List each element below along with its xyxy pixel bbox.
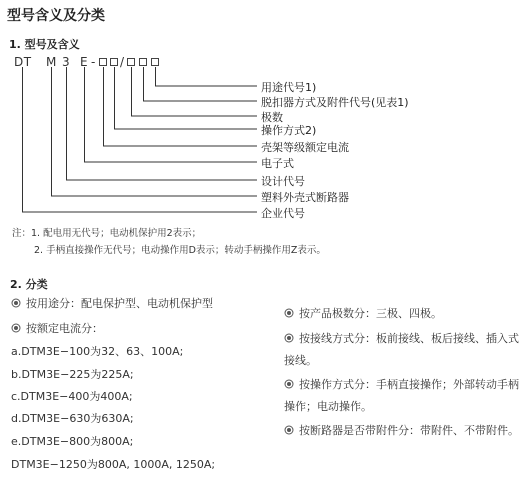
bullet-icon	[11, 298, 21, 308]
current-item-c: c.DTM3E−400为400A;	[11, 390, 133, 403]
note-1: 注：1. 配电用无代号；电动机保护用2表示；	[12, 228, 202, 239]
connector-line-4	[115, 67, 258, 129]
bullet-icon	[284, 308, 294, 318]
class-by-usage	[11, 295, 213, 311]
label-enterprise-code: 企业代号	[261, 207, 305, 220]
connector-line-7	[67, 67, 258, 180]
code-dt: DT	[14, 55, 32, 69]
connector-line-1	[156, 67, 258, 86]
connector-line-6	[85, 67, 258, 162]
connector-line-3	[132, 67, 258, 116]
bullet-icon	[11, 323, 21, 333]
label-trip-accessory-code: 脱扣器方式及附件代号(见表1)	[261, 96, 409, 109]
current-item-e: e.DTM3E−800为800A;	[11, 435, 134, 448]
connector-line-5	[104, 67, 258, 146]
class-by-wiring	[284, 330, 519, 346]
class-by-accessory	[284, 422, 519, 438]
label-electronic: 电子式	[261, 157, 294, 170]
code-slash: /	[120, 55, 125, 69]
code-e: E	[80, 55, 89, 69]
class-by-wiring-cont: 接线。	[284, 354, 317, 367]
class-by-current-text: 按额定电流分：	[26, 322, 103, 335]
connector-line-9	[23, 67, 258, 212]
class-by-current	[11, 320, 103, 336]
label-design-code: 设计代号	[261, 175, 305, 188]
current-item-a: a.DTM3E−100为32、63、100A;	[11, 345, 184, 358]
bullet-icon	[284, 379, 294, 389]
code-m: M	[46, 55, 57, 69]
class-by-poles-text: 按产品极数分：三极、四极。	[299, 307, 442, 320]
current-item-f: DTM3E−1250为800A, 1000A, 1250A;	[11, 458, 216, 471]
class-by-operation-cont: 操作；电动操作。	[284, 400, 372, 413]
label-usage-code: 用途代号1)	[261, 81, 317, 94]
section-heading-model: 1. 型号及含义	[9, 38, 80, 51]
class-by-wiring-text: 按接线方式分：板前接线、板后接线、插入式	[299, 332, 519, 345]
label-mccb: 塑料外壳式断路器	[261, 191, 349, 204]
class-by-usage-text: 按用途分：配电保护型、电动机保护型	[26, 297, 213, 310]
bullet-icon	[284, 333, 294, 343]
label-poles: 极数	[261, 111, 283, 124]
bullet-icon	[284, 425, 294, 435]
class-by-operation-text: 按操作方式分：手柄直接操作；外部转动手柄	[299, 378, 519, 391]
label-operation-mode: 操作方式2)	[261, 124, 317, 137]
code-3: 3	[62, 55, 71, 69]
class-by-poles	[284, 305, 442, 321]
note-2: 2. 手柄直接操作无代号；电动操作用D表示；转动手柄操作用Z表示。	[34, 245, 326, 256]
connector-line-2	[144, 67, 258, 101]
code-dash: -	[91, 55, 96, 69]
class-by-accessory-text: 按断路器是否带附件分：带附件、不带附件。	[299, 424, 519, 437]
page-title: 型号含义及分类	[7, 8, 105, 24]
label-frame-rated-current: 壳架等级额定电流	[261, 141, 349, 154]
class-by-operation	[284, 376, 519, 392]
current-item-b: b.DTM3E−225为225A;	[11, 368, 134, 381]
current-item-d: d.DTM3E−630为630A;	[11, 412, 134, 425]
section-heading-classification: 2. 分类	[10, 278, 48, 291]
